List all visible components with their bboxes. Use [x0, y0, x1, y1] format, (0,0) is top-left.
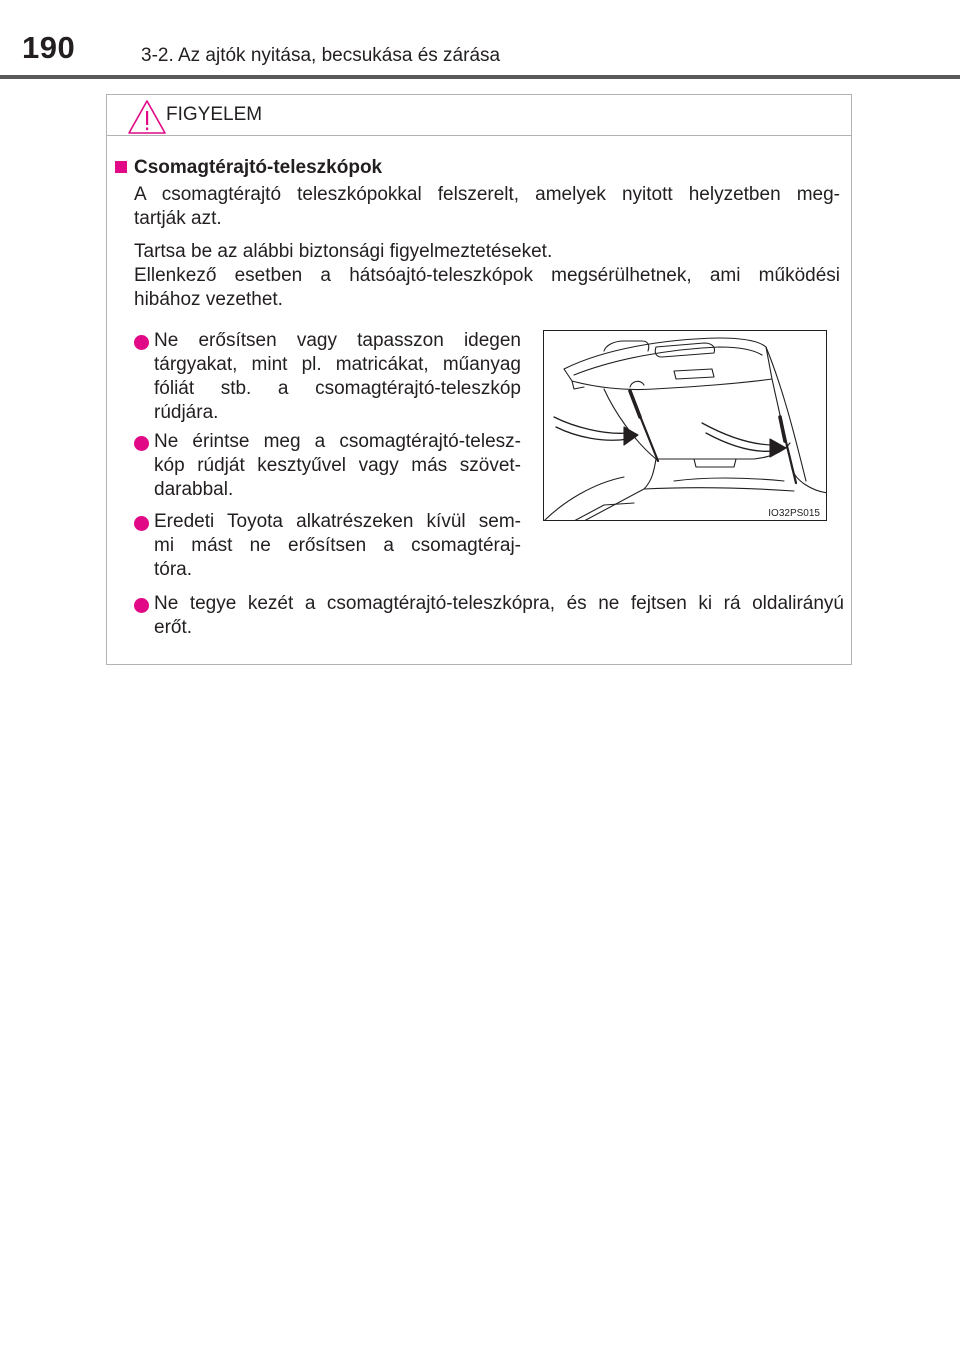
- bullet-line: Ne erősítsen vagy tapasszon idegen: [154, 330, 521, 351]
- round-bullet-icon: [134, 516, 149, 531]
- bullet-line: fóliát stb. a csomagtérajtó-teleszkóp: [154, 378, 521, 399]
- intro-line: tartják azt.: [134, 208, 222, 229]
- warning-heading: Csomagtérajtó-teleszkópok: [134, 157, 383, 178]
- warning-triangle-icon: [127, 99, 167, 135]
- page-header: [0, 0, 960, 80]
- bullet-line: rúdjára.: [154, 402, 219, 423]
- note-line: Tartsa be az alábbi biztonsági figyelmeztetéseket.: [134, 241, 553, 262]
- warning-header: [107, 95, 851, 136]
- page-number: 190: [22, 30, 76, 65]
- round-bullet-icon: [134, 335, 149, 350]
- bullet-line: darabbal.: [154, 479, 234, 500]
- bullet-line: Eredeti Toyota alkatrészeken kívül sem-: [154, 511, 521, 532]
- round-bullet-icon: [134, 598, 149, 613]
- bullet-line: tárgyakat, mint pl. matricákat, műanyag: [154, 354, 521, 375]
- warning-label: FIGYELEM: [166, 104, 263, 125]
- bullet-line: Ne érintse meg a csomagtérajtó-telesz-: [154, 431, 521, 452]
- tailgate-drawing: [544, 331, 827, 521]
- square-bullet-icon: [115, 161, 127, 173]
- section-title: 3-2. Az ajtók nyitása, becsukása és zárása: [141, 45, 501, 66]
- bullet-line: tóra.: [154, 559, 193, 580]
- bullet-line: kóp rúdját kesztyűvel vagy más szövet-: [154, 455, 521, 476]
- warning-box: [106, 94, 852, 665]
- round-bullet-icon: [134, 436, 149, 451]
- bullet-line: erőt.: [154, 617, 193, 638]
- bullet-line: mi mást ne erősítsen a csomagtéraj-: [154, 535, 521, 556]
- intro-line: A csomagtérajtó teleszkópokkal felszerelt, amelyek nyitott helyzetben meg-: [134, 184, 840, 205]
- note-line: hibához vezethet.: [134, 289, 283, 310]
- header-divider: [0, 75, 960, 79]
- tailgate-strut-illustration: [543, 330, 827, 521]
- figure-code: IO32PS015: [768, 508, 820, 519]
- bullet-line: Ne tegye kezét a csomagtérajtó-teleszkópra, és ne fejtsen ki rá oldalirányú: [154, 593, 844, 614]
- note-line: Ellenkező esetben a hátsóajtó-teleszkópok megsérülhetnek, ami működési: [134, 265, 840, 286]
